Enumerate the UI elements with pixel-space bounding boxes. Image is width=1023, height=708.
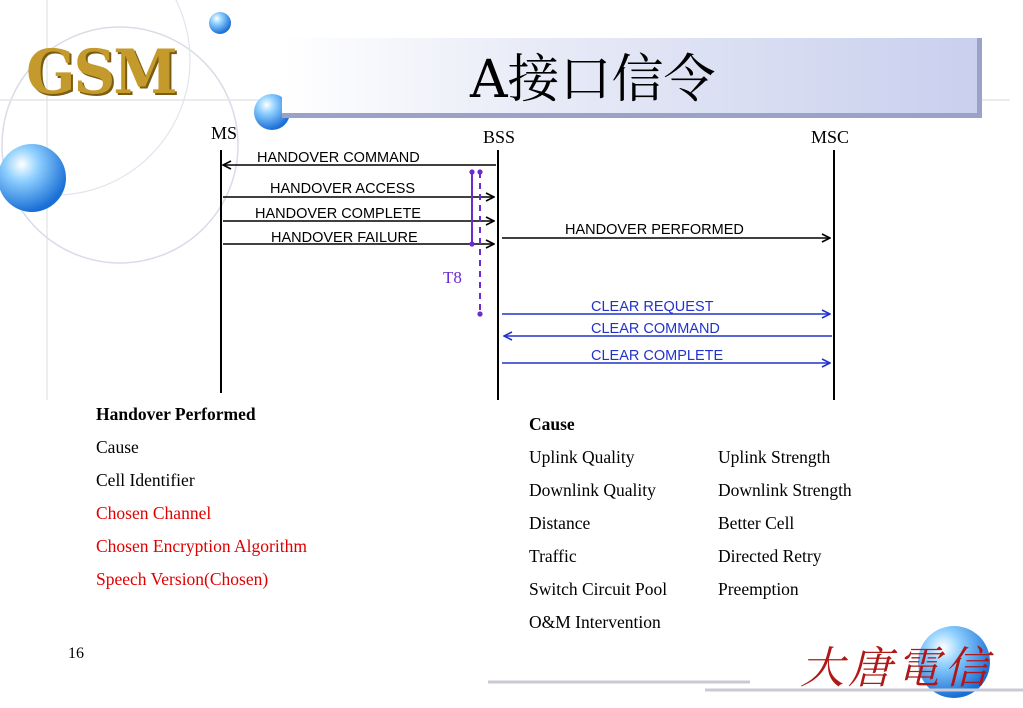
cause-item: Downlink Strength [718,480,852,500]
msg-clear-complete: CLEAR COMPLETE [591,348,724,364]
msg-clear-request: CLEAR REQUEST [591,299,714,315]
cause-item: Better Cell [718,513,795,533]
handover-performed-list [96,398,307,596]
cause-item: Distance [529,513,591,533]
cause-item: Directed Retry [718,546,822,566]
list-item-highlighted: Chosen Channel [96,503,212,523]
gsm-logo: GSM [26,36,176,108]
msg-handover-access: HANDOVER ACCESS [270,181,416,197]
cause-item: Switch Circuit Pool [529,579,668,599]
cause-list-col1 [529,408,667,639]
msg-handover-command: HANDOVER COMMAND [257,150,420,166]
cause-item: Downlink Quality [529,480,656,500]
page-number: 16 [68,645,84,662]
list-item: Cell Identifier [96,470,195,490]
msg-handover-complete: HANDOVER COMPLETE [255,206,421,222]
list-item-highlighted: Chosen Encryption Algorithm [96,536,307,556]
msg-handover-failure: HANDOVER FAILURE [271,230,418,246]
list-heading: Handover Performed [96,404,256,424]
entity-bss: BSS [483,127,516,147]
brand-logo: 大唐電信 [800,643,992,694]
list-item: Cause [96,437,139,457]
cause-item: Uplink Strength [718,447,831,467]
cause-heading: Cause [529,414,575,434]
entity-msc: MSC [811,127,850,147]
cause-item: Traffic [529,546,577,566]
cause-item: Preemption [718,579,799,599]
cause-item: O&M Intervention [529,612,661,632]
entity-ms: MS [211,123,238,143]
list-item-highlighted: Speech Version(Chosen) [96,569,269,589]
cause-item: Uplink Quality [529,447,635,467]
msg-handover-performed: HANDOVER PERFORMED [565,222,744,238]
msg-clear-command: CLEAR COMMAND [591,321,720,337]
cause-list-col2 [718,441,852,606]
page-title: A接口信令 [470,50,716,110]
timer-t8-label: T8 [443,268,462,287]
